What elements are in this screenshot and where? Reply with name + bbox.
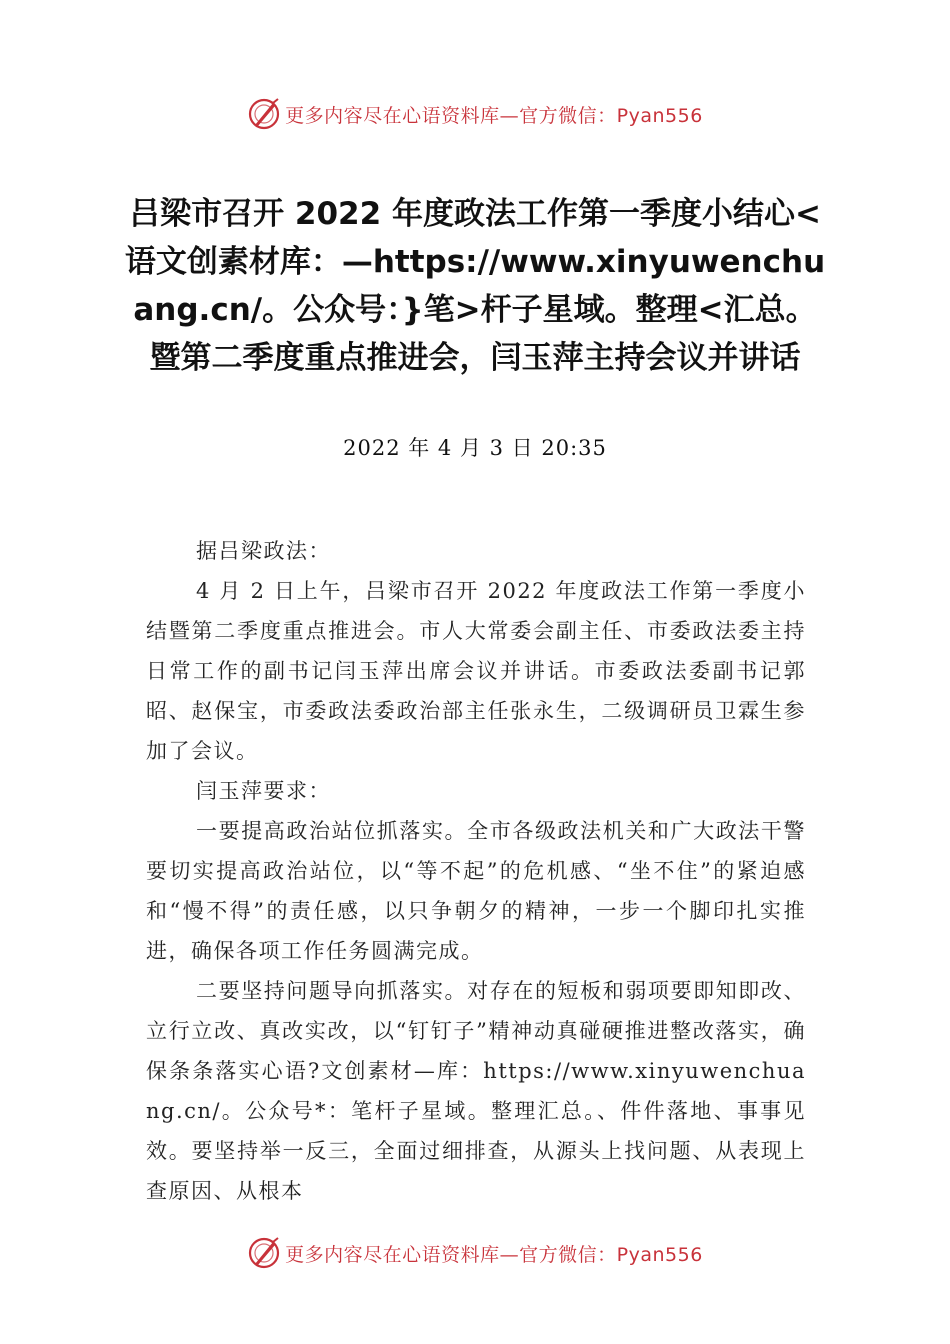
article-date: 2022 年 4 月 3 日 20:35 xyxy=(343,436,607,460)
paragraph: 4 月 2 日上午，吕梁市召开 2022 年度政法工作第一季度小结暨第二季度重点推进会。市人大常委会副主任、市委政法委主持日常工作的副书记闫玉萍出席会议并讲话。市委政法委副书记郭昭、赵保宝，市委政法委政治部主任张永生，二级调研员卫霖生参加了会议。 xyxy=(146,579,806,763)
quill-logo-icon xyxy=(247,97,281,131)
wechat-id: Pyan556 xyxy=(616,104,703,127)
paragraph: 一要提高政治站位抓落实。全市各级政法机关和广大政法干警要切实提高政治站位，以“等不起”的危机感、“坐不住”的紧迫感和“慢不得”的责任感，以只争朝夕的精神，一步一个脚印扎实推进，确保各项工作任务圆满完成。 xyxy=(146,819,806,963)
quill-logo-icon xyxy=(247,1236,281,1270)
wechat-id: Pyan556 xyxy=(616,1243,703,1266)
paragraph: 二要坚持问题导向抓落实。对存在的短板和弱项要即知即改、立行立改、真改实改，以“钉钉子”精神动真碰硬推进整改落实，确保条条落实心语?文创素材—库：https://www.xinyuwenchuang.cn/。公众号*：笔杆子星域。整理汇总。、件件落地、事事见效。要坚持举一反三，全面过细排查，从源头上找问题、从表现上查原因、从根本 xyxy=(146,979,806,1203)
banner-text: 更多内容尽在心语资料库—官方微信：Pyan556 xyxy=(285,1243,703,1266)
banner-text: 更多内容尽在心语资料库—官方微信：Pyan556 xyxy=(285,104,703,127)
paragraph: 据吕梁政法： xyxy=(196,539,331,563)
footer-banner xyxy=(0,1233,950,1273)
paragraph: 闫玉萍要求： xyxy=(196,779,331,803)
header-banner xyxy=(0,94,950,134)
article-title: 吕梁市召开 2022 年度政法工作第一季度小结心<语文创素材库：—https://www.xinyuwenchuang.cn/。公众号：}笔>杆子星域。整理<汇总。暨第二季度重点推进会，闫玉萍主持会议并讲话 xyxy=(124,196,826,376)
article-body xyxy=(146,531,806,1211)
